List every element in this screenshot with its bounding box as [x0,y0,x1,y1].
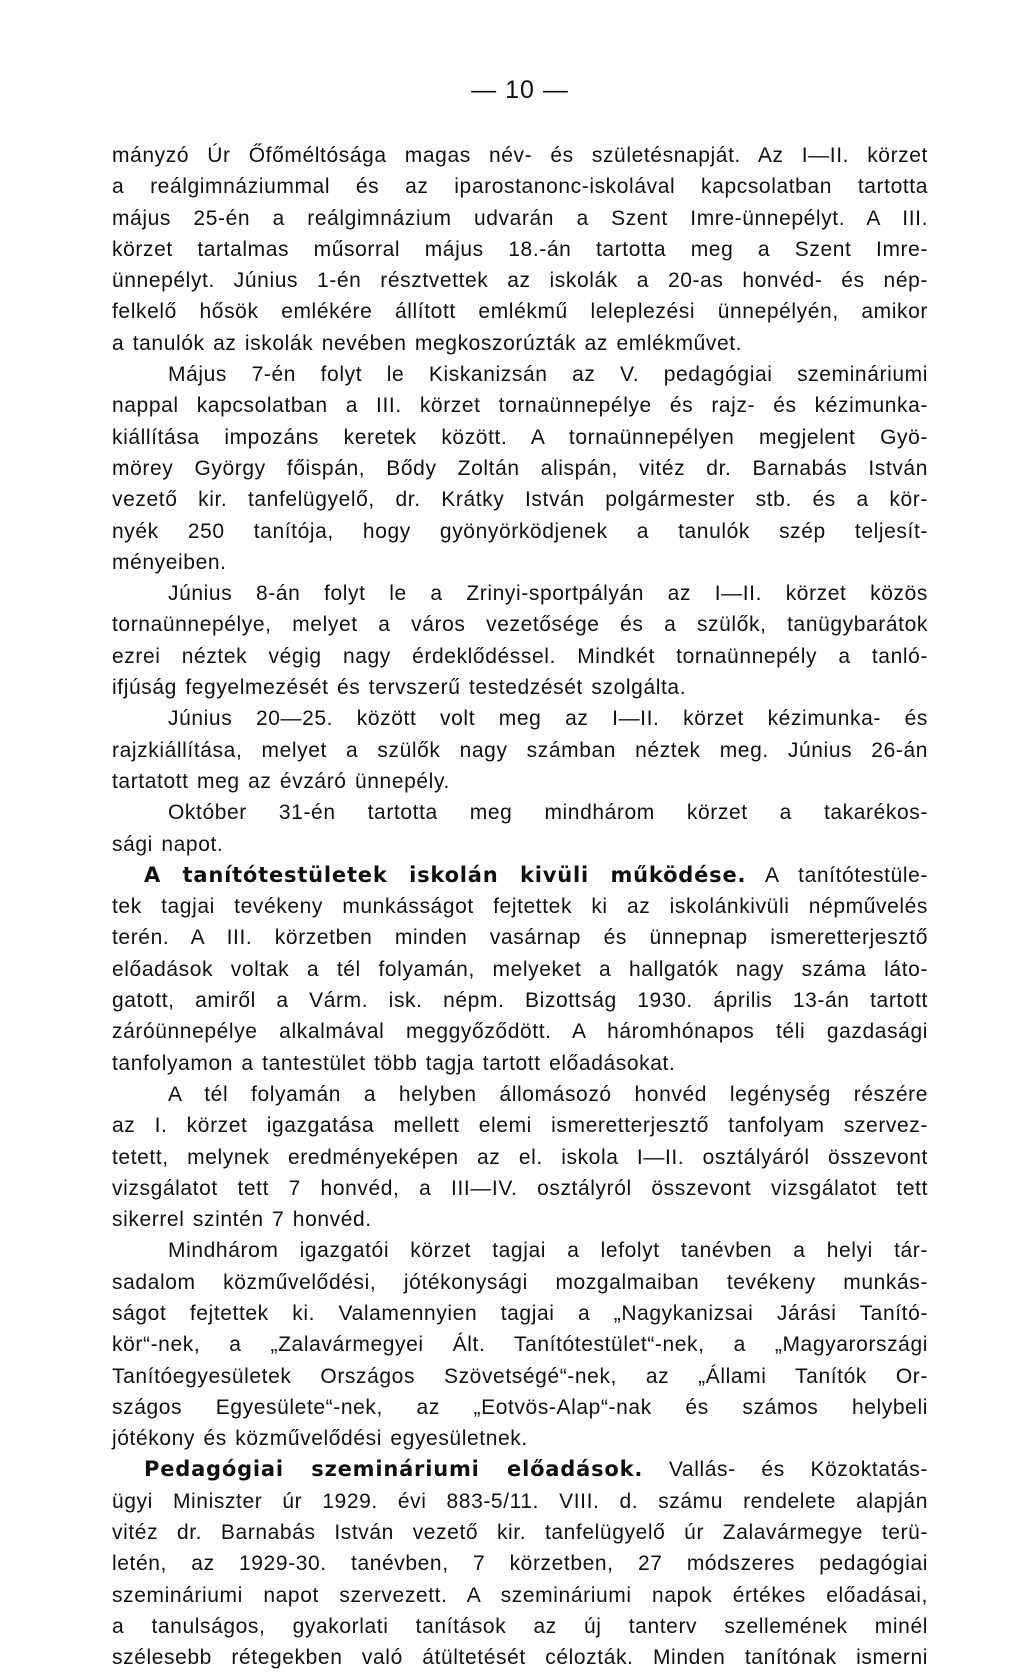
text-line [112,1329,928,1360]
text-line [112,203,928,234]
text-line [112,829,928,860]
line-text: kör“-nek, a „Zalavármegyei Ált. Tanítótestület“-nek, a „Magyarországi [112,1333,928,1357]
line-text: ezrei néztek végig nagy érdeklődéssel. Mindkét tornaünnepély a tanló- [112,644,928,668]
text-line [112,296,928,327]
line-text: jótékony és közművelődési egyesületnek. [112,1427,528,1451]
line-text: A tél folyamán a helyben állomásozó honvéd legénység részére [168,1082,928,1106]
line-text: szemináriumi napot szervezett. A szemináriumi napok értékes előadásai, [112,1583,928,1607]
line-text: sadalom közművelődési, jótékonysági mozgalmaiban tevékeny munkás- [112,1270,928,1294]
text-line [112,891,928,922]
line-text: felkelő hősök emlékére állított emlékmű leleplezési ünnepélyén, amikor [112,300,928,324]
text-line [112,1048,928,1079]
line-text: a tanulók az iskolák nevében megkoszorúzták az emlékművet. [112,331,743,355]
text-line [112,1298,928,1329]
line-text: letén, az 1929-30. tanévben, 7 körzetben, 27 módszeres pedagógiai [112,1552,928,1576]
text-line [112,1016,928,1047]
text-line [112,578,928,609]
line-text: sikerrel szintén 7 honvéd. [112,1208,372,1232]
line-text: Tanítóegyesületek Országos Szövetségé“-nek, az „Állami Tanítók Or- [112,1364,928,1388]
text-line [112,1361,928,1392]
body-text [112,140,928,1674]
text-line [112,1110,928,1141]
line-text: Június 8-án folyt le a Zrinyi-sportpályán az I—II. körzet közös [168,582,928,606]
document-page [112,70,928,1674]
text-line [112,328,928,359]
text-line [112,390,928,421]
text-line [112,797,928,828]
text-line [112,359,928,390]
text-line [112,1079,928,1110]
section-heading: Pedagógiai szemináriumi előadások. [144,1457,644,1482]
text-line [112,954,928,985]
line-text: ügyi Miniszter úr 1929. évi 883-5/11. VIII. d. számu rendelete alapján [112,1489,928,1513]
line-text: előadások voltak a tél folyamán, melyeket a hallgatók nagy száma láto- [112,957,928,981]
line-text: tek tagjai tevékeny munkásságot fejtettek ki az iskolánkivüli népművelés [112,895,928,919]
text-line [112,985,928,1016]
line-text: szélesebb rétegekben való átültetését célozták. Minden tanítónak ismerni [112,1646,928,1670]
line-text: ményeiben. [112,550,227,574]
text-line [112,1392,928,1423]
line-text: Május 7-én folyt le Kiskanizsán az V. pedagógiai szemináriumi [168,363,928,387]
text-line [112,422,928,453]
line-text: szágos Egyesülete“-nek, az „Eotvös-Alap“-nak és számos helybeli [112,1395,928,1419]
text-line [112,516,928,547]
line-text: mörey György főispán, Bődy Zoltán alispán, vitéz dr. Barnabás István [112,456,928,480]
line-text: tetett, melynek eredményeképen az el. iskola I—II. osztályáról összevont [112,1145,928,1169]
line-text: rajzkiállítása, melyet a szülők nagy számban néztek meg. Június 26-án [112,738,928,762]
section-heading: A tanítótestületek iskolán kivüli működése. [144,862,747,887]
line-text: A tanítótestüle- [746,863,928,887]
line-text: terén. A III. körzetben minden vasárnap és ünnepnap ismeretterjesztő [112,926,928,950]
line-text: ságot fejtettek ki. Valamennyien tagjai a „Nagykanizsai Járási Tanító- [112,1301,928,1325]
line-text: Június 20—25. között volt meg az I—II. körzet kézimunka- és [168,707,928,731]
line-text: vizsgálatot tett 7 honvéd, a III—IV. osztályról összevont vizsgálatot tett [112,1176,928,1200]
line-text: mányzó Úr Őfőméltósága magas név- és születésnapját. Az I—II. körzet [112,144,928,167]
line-text: az I. körzet igazgatása mellett elemi ismeretterjesztő tanfolyam szervez- [112,1114,928,1138]
text-line [112,140,928,171]
line-text: vezető kir. tanfelügyelő, dr. Krátky István polgármester stb. és a kör- [112,488,928,512]
text-line [112,265,928,296]
line-text: ünnepélyt. Június 1-én résztvettek az iskolák a 20-as honvéd- és nép- [112,269,928,293]
text-line [112,922,928,953]
text-line [112,609,928,640]
text-line [112,547,928,578]
text-line [112,641,928,672]
line-text: tanfolyamon a tantestület több tagja tartott előadásokat. [112,1051,676,1075]
line-text: tartatott meg az évzáró ünnepély. [112,769,450,793]
line-text: Vallás- és Közoktatás- [643,1458,928,1482]
line-text: Mindhárom igazgatói körzet tagjai a lefolyt tanévben a helyi tár- [168,1239,928,1263]
text-line [112,1235,928,1266]
text-line [112,171,928,202]
text-line [112,703,928,734]
text-line [112,1580,928,1611]
text-line [112,453,928,484]
text-line [112,672,928,703]
line-text: tornaünnepélye, melyet a város vezetősége és a szülők, tanügybarátok [112,613,928,637]
line-text: gatott, amiről a Várm. isk. népm. Bizottság 1930. április 13-án tartott [112,989,928,1013]
line-text: Október 31-én tartotta meg mindhárom körzet a takarékos- [168,801,928,825]
text-line [112,860,928,891]
line-text: nyék 250 tanítója, hogy gyönyörködjenek a tanulók szép teljesít- [112,519,928,543]
line-text: záróünnepélye alkalmával meggyőződött. A háromhónapos téli gazdasági [112,1020,928,1044]
line-text: május 25-én a reálgimnázium udvarán a Szent Imre-ünnepélyt. A III. [112,206,928,230]
text-line [112,1204,928,1235]
text-line [112,1611,928,1642]
line-text: a reálgimnáziummal és az iparostanonc-iskolával kapcsolatban tartotta [112,175,928,199]
text-line [112,1486,928,1517]
page-number: — 10 — [471,76,569,104]
text-line [112,1548,928,1579]
text-line [112,1642,928,1673]
text-line [112,484,928,515]
line-text: kiállítása impozáns keretek között. A tornaünnepélyen megjelent Gyö- [112,425,928,449]
line-text: vitéz dr. Barnabás István vezető kir. tanfelügyelő úr Zalavármegye terü- [112,1521,928,1545]
line-text: ifjúság fegyelmezését és tervszerű testedzését szolgálta. [112,676,687,700]
text-line [112,1454,928,1485]
text-line [112,1173,928,1204]
text-line [112,1267,928,1298]
line-text: körzet tartalmas műsorral május 18.-án tartotta meg a Szent Imre- [112,237,928,261]
text-line [112,766,928,797]
line-text: nappal kapcsolatban a III. körzet tornaünnepélye és rajz- és kézimunka- [112,394,928,418]
text-line [112,234,928,265]
text-line [112,735,928,766]
line-text: sági napot. [112,832,224,856]
line-text: a tanulságos, gyakorlati tanítások az új tanterv szellemének minél [112,1614,928,1638]
text-line [112,1142,928,1173]
text-line [112,1517,928,1548]
text-line [112,1423,928,1454]
